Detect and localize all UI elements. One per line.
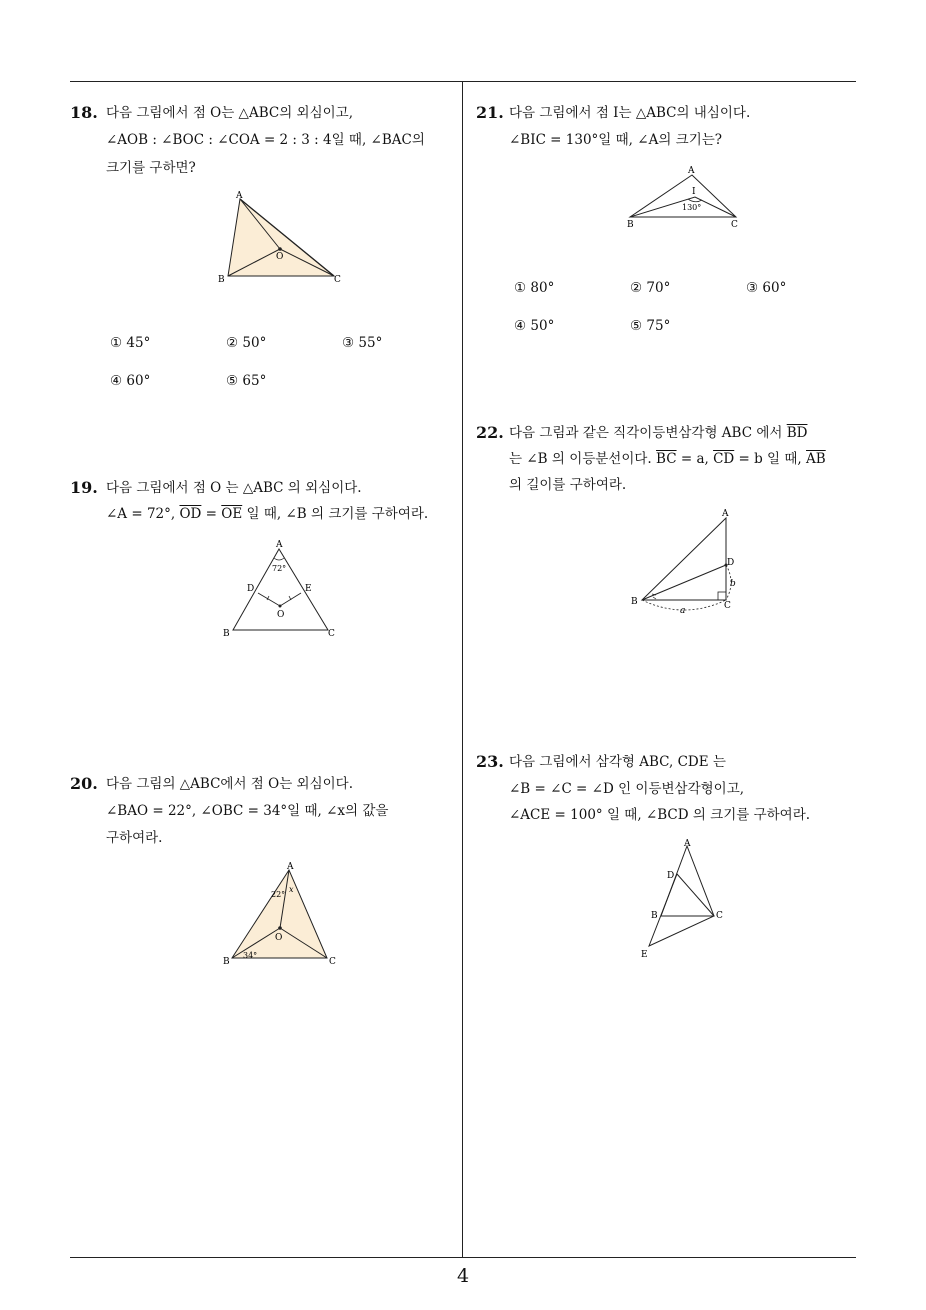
label-a: A xyxy=(287,862,294,872)
label-c: C xyxy=(334,275,341,285)
problem-number: 19. xyxy=(70,478,98,497)
problem-number: 21. xyxy=(476,103,504,122)
header-rule xyxy=(70,81,856,82)
problem-text: 다음 그림에서 점 O는 △ABC의 외심이고, xyxy=(106,105,353,121)
figure-23 xyxy=(636,836,736,964)
label-e: E xyxy=(305,584,312,594)
problem-text: 는 ∠B 의 이등분선이다. $\overline{BC} = a$, $\overline{CD} = b$ 일 때, $\overline{AB}$ xyxy=(509,451,826,467)
choice-4[interactable]: ④ 60° xyxy=(110,373,151,389)
choice-3[interactable]: ③ 55° xyxy=(342,335,383,351)
problem-text: ∠BIC = 130°일 때, ∠A의 크기는? xyxy=(509,132,723,148)
label-b: B xyxy=(631,597,638,607)
label-b: B xyxy=(223,629,230,639)
page-number: 4 xyxy=(456,1265,470,1287)
label-o: O xyxy=(277,610,285,620)
label-a: A xyxy=(276,540,283,550)
figure-22 xyxy=(626,505,746,617)
label-o: O xyxy=(276,252,284,262)
problem-text: 다음 그림의 △ABC에서 점 O는 외심이다. xyxy=(106,776,353,792)
problem-text: 다음 그림에서 삼각형 ABC, CDE 는 xyxy=(509,754,726,770)
triangle-abc xyxy=(232,870,327,958)
problem-text: 다음 그림에서 점 I는 △ABC의 내심이다. xyxy=(509,105,751,121)
perpendicular-d-o-e xyxy=(258,593,301,606)
label-side-b: b xyxy=(730,579,736,589)
segment-cd-symbol: $\overline{CD}$ xyxy=(713,451,735,467)
problem-number: 20. xyxy=(70,774,98,793)
angle-label-obc: 34° xyxy=(243,951,258,960)
label-a: A xyxy=(684,839,691,849)
label-b: B xyxy=(223,957,230,967)
problem-number: 22. xyxy=(476,423,504,442)
label-d: D xyxy=(247,584,255,594)
point-o xyxy=(279,605,282,608)
label-a: A xyxy=(688,166,695,176)
problem-text: 의 길이를 구하여라. xyxy=(509,477,627,493)
segment-oe-symbol: $\overline{OE}$ xyxy=(221,506,243,522)
segment-ab-symbol: $\overline{AB}$ xyxy=(806,451,826,467)
point-o xyxy=(278,247,282,251)
label-a: A xyxy=(722,509,729,519)
segment-od-symbol: $\overline{OD}$ xyxy=(179,506,202,522)
angle-b-marks xyxy=(652,594,656,599)
problem-text: 다음 그림과 같은 직각이등변삼각형 ABC 에서 $\overline{BD}$ xyxy=(509,425,808,441)
label-i: I xyxy=(692,187,696,197)
point-o xyxy=(278,926,282,930)
label-c: C xyxy=(329,957,336,967)
choice-3[interactable]: ③ 60° xyxy=(746,280,787,296)
problem-text: 구하여라. xyxy=(106,830,163,846)
footer-rule xyxy=(70,1257,856,1258)
triangle-abc xyxy=(661,846,714,916)
label-d: D xyxy=(667,871,675,881)
label-c: C xyxy=(716,911,723,921)
label-b: B xyxy=(218,275,225,285)
label-e: E xyxy=(641,950,648,960)
choice-2[interactable]: ② 70° xyxy=(630,280,671,296)
triangle-cde xyxy=(649,874,714,946)
label-c: C xyxy=(731,220,738,230)
problem-number: 18. xyxy=(70,103,98,122)
label-b: B xyxy=(627,220,634,230)
angle-a-arc xyxy=(274,558,284,560)
problem-text: ∠A = 72°, $\overline{OD} = \overline{OE}$ 일 때, ∠B 의 크기를 구하여라. xyxy=(106,506,429,522)
problem-text: ∠BAO = 22°, ∠OBC = 34°일 때, ∠x의 값을 xyxy=(106,803,389,819)
segment-bc-symbol: $\overline{BC}$ xyxy=(656,451,677,467)
figure-21 xyxy=(622,160,747,232)
figure-20 xyxy=(215,858,345,968)
angle-label-bao: 22° xyxy=(271,890,286,899)
problem-number: 23. xyxy=(476,752,504,771)
tick-marks xyxy=(267,596,291,600)
problem-text: 다음 그림에서 점 O 는 △ABC 의 외심이다. xyxy=(106,480,362,496)
column-divider xyxy=(462,81,463,1258)
problem-text: ∠AOB : ∠BOC : ∠COA = 2 : 3 : 4일 때, ∠BAC의 xyxy=(106,132,425,148)
choice-5[interactable]: ⑤ 65° xyxy=(226,373,267,389)
problem-text: 크기를 구하면? xyxy=(106,160,196,176)
choice-4[interactable]: ④ 50° xyxy=(514,318,555,334)
problem-text: ∠ACE = 100° 일 때, ∠BCD 의 크기를 구하여라. xyxy=(509,807,811,823)
choice-1[interactable]: ① 45° xyxy=(110,335,151,351)
choice-2[interactable]: ② 50° xyxy=(226,335,267,351)
choice-1[interactable]: ① 80° xyxy=(514,280,555,296)
label-d: D xyxy=(727,558,735,568)
label-o: O xyxy=(275,933,283,943)
angle-label: 72° xyxy=(272,564,287,573)
right-angle-mark xyxy=(718,592,726,600)
segment-bd-symbol: $\overline{BD}$ xyxy=(786,425,808,441)
label-b: B xyxy=(651,911,658,921)
label-side-a: a xyxy=(680,606,686,616)
figure-19 xyxy=(220,538,345,642)
label-c: C xyxy=(724,601,731,611)
angle-label-x: x xyxy=(289,885,294,894)
triangle-abc xyxy=(228,199,334,276)
label-a: A xyxy=(236,191,243,201)
problem-text: ∠B = ∠C = ∠D 인 이등변삼각형이고, xyxy=(509,781,745,797)
figure-18 xyxy=(210,188,350,288)
triangle-abc xyxy=(642,518,726,600)
label-c: C xyxy=(328,629,335,639)
angle-label: 130° xyxy=(682,203,702,212)
choice-5[interactable]: ⑤ 75° xyxy=(630,318,671,334)
